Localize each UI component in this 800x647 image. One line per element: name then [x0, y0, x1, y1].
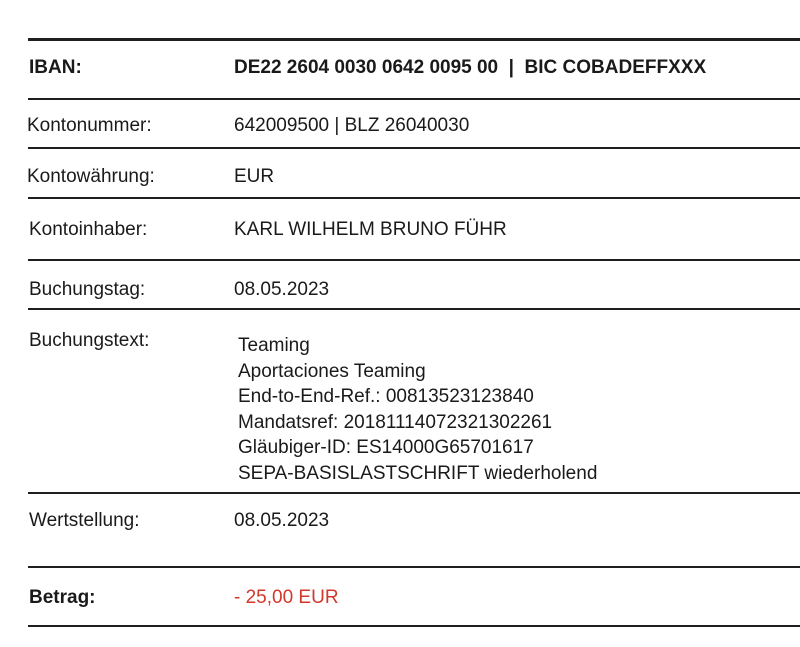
kontoinhaber-value: KARL WILHELM BRUNO FÜHR: [234, 219, 507, 240]
kontowaehrung-value: EUR: [234, 166, 275, 187]
buchungstag-value: 08.05.2023: [234, 279, 330, 300]
row-divider: [28, 147, 800, 149]
bottom-divider: [28, 625, 800, 627]
iban-value: DE22 2604 0030 0642 0095 00 | BIC COBADEFFXXX: [234, 57, 707, 78]
row-divider: [28, 197, 800, 199]
buchungstext-line: Aportaciones Teaming: [238, 360, 426, 382]
wertstellung-label: Wertstellung:: [29, 510, 140, 531]
betrag-label: Betrag:: [29, 587, 96, 608]
wertstellung-value: 08.05.2023: [234, 510, 330, 531]
top-divider: [28, 38, 800, 41]
buchungstag-label: Buchungstag:: [29, 279, 146, 300]
row-divider: [28, 98, 800, 100]
buchungstext-line: End-to-End-Ref.: 00813523123840: [238, 386, 534, 407]
row-divider: [28, 308, 800, 310]
kontoinhaber-label: Kontoinhaber:: [29, 219, 148, 240]
kontonummer-value: 642009500 | BLZ 26040030: [234, 115, 470, 136]
buchungstext-line: Gläubiger-ID: ES14000G65701617: [238, 437, 534, 458]
row-divider: [28, 492, 800, 494]
buchungstext-line: Mandatsref: 20181114072321302261: [238, 411, 553, 433]
row-divider: [28, 259, 800, 261]
buchungstext-line: Teaming: [238, 335, 310, 356]
kontonummer-label: Kontonummer:: [27, 115, 152, 136]
buchungstext-value: [238, 333, 597, 486]
kontowaehrung-label: Kontowährung:: [27, 166, 155, 187]
buchungstext-label: Buchungstext:: [29, 330, 150, 351]
buchungstext-line: SEPA-BASISLASTSCHRIFT wiederholend: [238, 462, 598, 484]
betrag-value: - 25,00 EUR: [234, 587, 339, 608]
iban-label: IBAN:: [29, 57, 82, 78]
row-divider: [28, 566, 800, 568]
